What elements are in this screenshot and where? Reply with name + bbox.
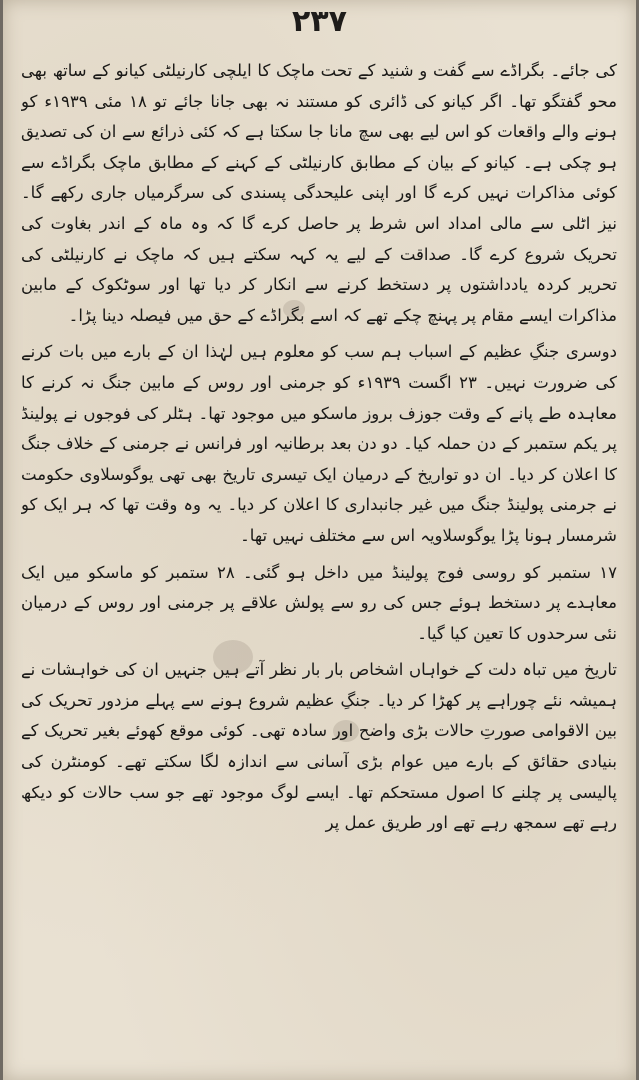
page-number: ۲۳۷ — [292, 4, 347, 39]
paragraph: ۱۷ ستمبر کو روسی فوج پولینڈ میں داخل ہو گئی۔ ۲۸ ستمبر کو ماسکو میں ایک معاہدے پر دستخط ہوئے جس کی رو سے پولش علاقے پر جرمنی اور روس کے درمیان نئی سرحدوں کا تعین کیا گیا۔ — [21, 562, 617, 643]
book-page — [3, 0, 636, 1080]
paragraph: دوسری جنگِ عظیم کے اسباب ہم سب کو معلوم ہیں لہٰذا ان کے بارے میں بات کرنے کی ضرورت نہیں۔ ۲۳ اگست ۱۹۳۹ء کو جرمنی اور روس کے مابین جنگ نہ کرنے کا معاہدہ طے پانے کے وقت جوزف بروز ماسکو میں موجود تھا۔ ہٹلر کی فوجوں نے پولینڈ پر یکم ستمبر کے دن حملہ کیا۔ دو دن بعد برطانیہ اور فرانس نے جرمنی کے خلاف جنگ کا اعلان کر دیا۔ ان دو تواریخ کے درمیان ایک تیسری تاریخ بھی تھی یوگوسلاوی حکومت نے جرمنی پولینڈ جنگ میں غیر جانبداری کا اعلان کر دیا۔ یہ وہ وقت تھا کہ ہر ایک کو شرمسار ہونا پڑا یوگوسلاویہ اس سے مختلف نہیں تھا۔ — [21, 342, 617, 545]
paragraph: تاریخ میں تباہ دلت کے خواہاں اشخاص بار بار نظر آتے ہیں جنہیں ان کی خواہشات نے ہمیشہ نئے چوراہے پر کھڑا کر دیا۔ جنگِ عظیم شروع ہونے سے پہلے مزدور تحریک کی بین الاقوامی صورتِ حالات بڑی واضح اور سادہ تھی۔ کوئی موقع کھوئے بغیر تحریک کے بنیادی حقائق کے بارے میں عوام بڑی آسانی سے اندازہ لگا سکتے تھے۔ کومنٹرن کی پالیسی پر چلنے کا اصول مستحکم تھا۔ ایسے لوگ موجود تھے جو سب حالات کو دیکھ رہے تھے سمجھ رہے تھے اور طریق عمل پر — [21, 660, 617, 833]
paragraph: کی جائے۔ بگراڈے سے گفت و شنید کے تحت ماچک کا ایلچی کارنیلٹی کیانو کے ساتھ بھی محو گفتگو تھا۔ اگر کیانو کی ڈائری کو مستند نہ بھی جانا جائے تو ۱۸ مئی ۱۹۳۹ء کو ہونے والے واقعات کو اس لیے بھی سچ مانا جا سکتا ہے کہ کئی ذرائع سے ان کی تصدیق ہو چکی ہے۔ کیانو کے بیان کے مطابق کارنیلٹی کے کہنے کے مطابق ماچک بگراڈے سے کوئی مذاکرات نہیں کرے گا اور اپنی علیحدگی پسندی کی سرگرمیاں جاری رکھے گا۔ نیز اٹلی سے مالی امداد اس شرط پر حاصل کرے گا کہ وہ ماہ کے اندر بغاوت کی تحریک شروع کرے گا۔ صداقت کے لیے یہ کہہ سکتے ہیں کہ ماچک نے کارنیلٹی کی تحریر کردہ یادداشتوں پر دستخط کرنے سے انکار کر دیا تھا اور سوٹکوک کے مابین مذاکرات ایسے مقام پر پہنچ چکے تھے کہ اسے بگراڈے کے حق میں فیصلہ دینا پڑا۔ — [21, 61, 617, 325]
page-body-text — [21, 56, 617, 1071]
